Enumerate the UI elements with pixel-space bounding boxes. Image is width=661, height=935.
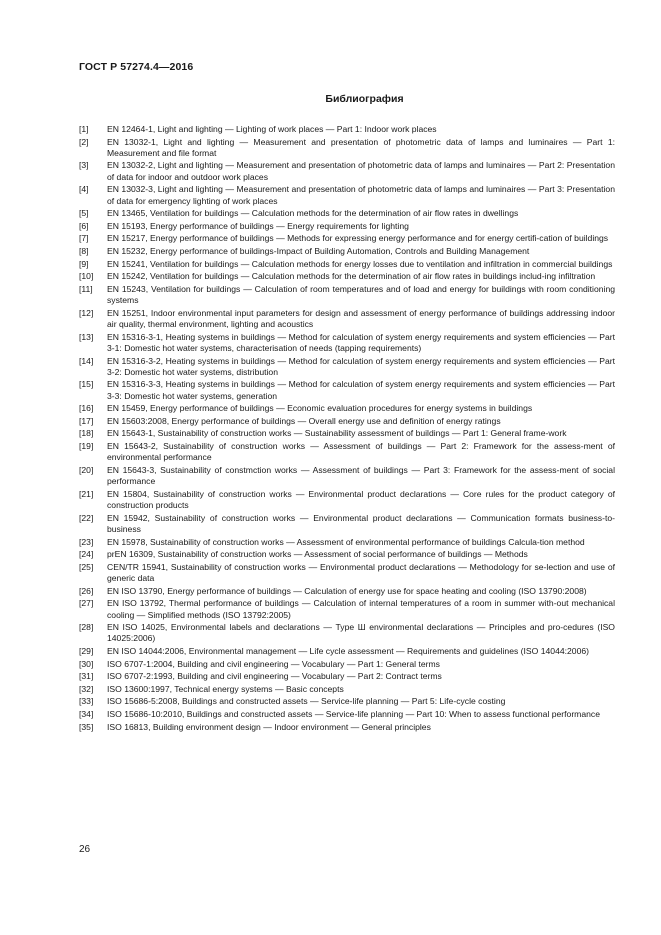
reference-text: EN ISO 13792, Thermal performance of buildings — Calculation of internal temperatures of a room in summer with-out mechanical cooling — Simplified methods (ISO 13792:2005) <box>107 598 615 620</box>
reference-text: EN 15643-3, Sustainability of constmction works — Assessment of buildings — Part 3: Framework for the assess-ment of social performance <box>107 464 615 487</box>
reference-item <box>79 465 615 488</box>
reference-item <box>79 308 615 331</box>
reference-item <box>79 403 615 414</box>
reference-number: [12] <box>79 307 94 318</box>
reference-number: [35] <box>79 721 94 732</box>
reference-number: [34] <box>79 709 94 720</box>
reference-text: EN ISO 14044:2006, Environmental management — Life cycle assessment — Requirements and guidelines (ISO 14044:2006) <box>107 646 589 657</box>
reference-item <box>79 184 615 207</box>
reference-item <box>79 271 615 282</box>
reference-text: EN 13032-2, Light and lighting — Measurement and presentation of photometric data of lamps and luminaires — Part 2: Presentation of data for indoor and outdoor work places <box>107 160 615 182</box>
reference-number: [27] <box>79 598 94 609</box>
reference-text: EN 15942, Sustainability of construction works — Environmental product declarations — Communication formats business-to-business <box>107 512 615 535</box>
reference-item <box>79 124 615 135</box>
reference-item <box>79 332 615 355</box>
reference-number: [24] <box>79 549 94 560</box>
reference-number: [3] <box>79 160 89 171</box>
reference-text: ISO 15686-5:2008, Buildings and constructed assets — Service-life planning — Part 5: Life-cycle costing <box>107 696 506 707</box>
reference-number: [30] <box>79 658 94 669</box>
reference-item <box>79 489 615 512</box>
page-number: 26 <box>79 844 91 855</box>
reference-item <box>79 160 615 183</box>
reference-text: EN 15643-1, Sustainability of construction works — Sustainability assessment of buildings — Part 1: General frame-work <box>107 428 567 439</box>
reference-text: EN 15643-2, Sustainability of construction works — Assessment of buildings — Part 2: Framework for the assess-ment of environmental performance <box>107 441 615 463</box>
page-title: Библиография <box>325 93 404 105</box>
reference-item <box>79 208 615 219</box>
reference-item <box>79 259 615 270</box>
reference-text: EN ISO 13790, Energy performance of buildings — Calculation of energy use for space heating and cooling (ISO 13790:2008) <box>107 585 587 596</box>
reference-number: [25] <box>79 561 94 572</box>
reference-item <box>79 586 615 597</box>
reference-item <box>79 513 615 536</box>
reference-number: [22] <box>79 512 94 523</box>
reference-text: EN 15251, Indoor environmental input parameters for design and assessment of energy performance of buildings addressing indoor air quality, thermal environment, lighting and acoustics <box>107 307 615 330</box>
reference-number: [10] <box>79 271 94 282</box>
reference-text: EN 15459, Energy performance of buildings — Economic evaluation procedures for energy systems in buildings <box>107 403 533 414</box>
reference-text: ISO 15686-10:2010, Buildings and constructed assets — Service-life planning — Part 10: When to assess functional performance <box>107 709 600 720</box>
reference-number: [9] <box>79 258 89 269</box>
reference-number: [8] <box>79 246 89 257</box>
reference-text: EN 15242, Ventilation for buildings — Calculation methods for the determination of air flow rates in buildings includ-ing infiltration <box>107 271 596 282</box>
reference-item <box>79 622 615 645</box>
reference-number: [6] <box>79 220 89 231</box>
reference-item <box>79 671 615 682</box>
reference-text: ISO 16813, Building environment design — Indoor environment — General principles <box>107 721 431 732</box>
reference-item <box>79 696 615 707</box>
reference-number: [17] <box>79 415 94 426</box>
reference-text: EN 15978, Sustainability of construction works — Assessment of environmental performance of buildings Calcula-tion method <box>107 536 585 547</box>
reference-number: [21] <box>79 488 94 499</box>
reference-number: [14] <box>79 355 94 366</box>
reference-number: [15] <box>79 379 94 390</box>
reference-item <box>79 356 615 379</box>
reference-number: [4] <box>79 184 89 195</box>
reference-number: [18] <box>79 428 94 439</box>
reference-number: [26] <box>79 585 94 596</box>
reference-number: [23] <box>79 536 94 547</box>
reference-item <box>79 722 615 733</box>
reference-item <box>79 221 615 232</box>
reference-item <box>79 549 615 560</box>
reference-item <box>79 233 615 244</box>
reference-text: EN 15243, Ventilation for buildings — Calculation of room temperatures and of load and energy for buildings with room conditioning systems <box>107 283 615 306</box>
document-header: ГОСТ Р 57274.4—2016 <box>79 61 194 73</box>
reference-text: EN 15603:2008, Energy performance of buildings — Overall energy use and definition of energy ratings <box>107 415 501 426</box>
reference-number: [5] <box>79 208 89 219</box>
reference-item <box>79 379 615 402</box>
reference-number: [19] <box>79 441 94 452</box>
reference-item <box>79 441 615 464</box>
reference-item <box>79 246 615 257</box>
reference-number: [2] <box>79 136 89 147</box>
reference-item <box>79 562 615 585</box>
reference-text: EN 15193, Energy performance of buildings — Energy requirements for lighting <box>107 220 409 231</box>
reference-text: EN 13032-3, Light and lighting — Measurement and presentation of photometric data of lamps and luminaires — Part 3: Presentation of data for emergency lighting of work places <box>107 184 615 206</box>
reference-text: EN 15804, Sustainability of construction works — Environmental product declarations — Core rules for the product category of construction products <box>107 488 615 511</box>
reference-item <box>79 284 615 307</box>
reference-text: EN 12464-1, Light and lighting — Lighting of work places — Part 1: Indoor work places <box>107 124 437 134</box>
reference-number: [13] <box>79 331 94 342</box>
reference-item <box>79 537 615 548</box>
reference-item <box>79 646 615 657</box>
reference-text: ISO 6707-2:1993, Building and civil engineering — Vocabulary — Part 2: Contract terms <box>107 671 442 682</box>
reference-number: [32] <box>79 683 94 694</box>
reference-item <box>79 684 615 695</box>
reference-text: EN 15241, Ventilation for buildings — Calculation methods for energy losses due to ventilation and infiltration in commercial buildings <box>107 258 613 269</box>
reference-item <box>79 659 615 670</box>
reference-number: [29] <box>79 646 94 657</box>
reference-item <box>79 416 615 427</box>
reference-item <box>79 598 615 621</box>
reference-text: EN 15316-3-1, Heating systems in buildings — Method for calculation of system energy requirements and system efficiencies — Part 3-1: Domestic hot water systems, characterisation of needs (tapping requirements) <box>107 331 615 353</box>
reference-text: EN 15217, Energy performance of buildings — Methods for expressing energy performance and for energy certifi-cation of buildings <box>107 233 609 244</box>
reference-text: EN 15316-3-3, Heating systems in buildings — Method for calculation of system energy requirements and system efficiencies — Part 3-3: Domestic hot water systems, generation <box>107 379 615 401</box>
reference-text: ISO 13600:1997, Technical energy systems — Basic concepts <box>107 683 344 694</box>
reference-number: [20] <box>79 464 94 475</box>
reference-number: [11] <box>79 283 93 294</box>
reference-number: [31] <box>79 671 94 682</box>
reference-number: [7] <box>79 233 89 244</box>
reference-text: EN 13032-1, Light and lighting — Measurement and presentation of photometric data of lamps and luminaires — Part 1: Measurement and file format <box>107 136 615 158</box>
reference-text: EN 13465, Ventilation for buildings — Calculation methods for the determination of air flow rates in dwellings <box>107 208 519 219</box>
reference-number: [1] <box>79 124 89 134</box>
reference-text: EN 15232, Energy performance of buildings-Impact of Building Automation, Controls and Building Management <box>107 246 530 257</box>
reference-text: prEN 16309, Sustainability of construction works — Assessment of social performance of buildings — Methods <box>107 549 528 560</box>
reference-number: [28] <box>79 622 94 633</box>
bibliography-list <box>79 124 615 734</box>
reference-text: EN 15316-3-2, Heating systems in buildings — Method for calculation of system energy requirements and system efficiencies — Part 3-2: Domestic hot water systems, distribution <box>107 355 615 377</box>
reference-number: [16] <box>79 403 94 414</box>
reference-text: EN ISO 14025, Environmental labels and declarations — Type Ш environmental declarations — Principles and pro-cedures (ISO 14025:2006) <box>107 622 615 644</box>
reference-item <box>79 709 615 720</box>
reference-text: CEN/TR 15941, Sustainability of construction works — Environmental product declarations — Methodology for se-lection and use of generic data <box>107 561 615 584</box>
reference-text: ISO 6707-1:2004, Building and civil engineering — Vocabulary — Part 1: General terms <box>107 658 440 669</box>
reference-item <box>79 137 615 160</box>
reference-number: [33] <box>79 696 94 707</box>
reference-item <box>79 428 615 439</box>
